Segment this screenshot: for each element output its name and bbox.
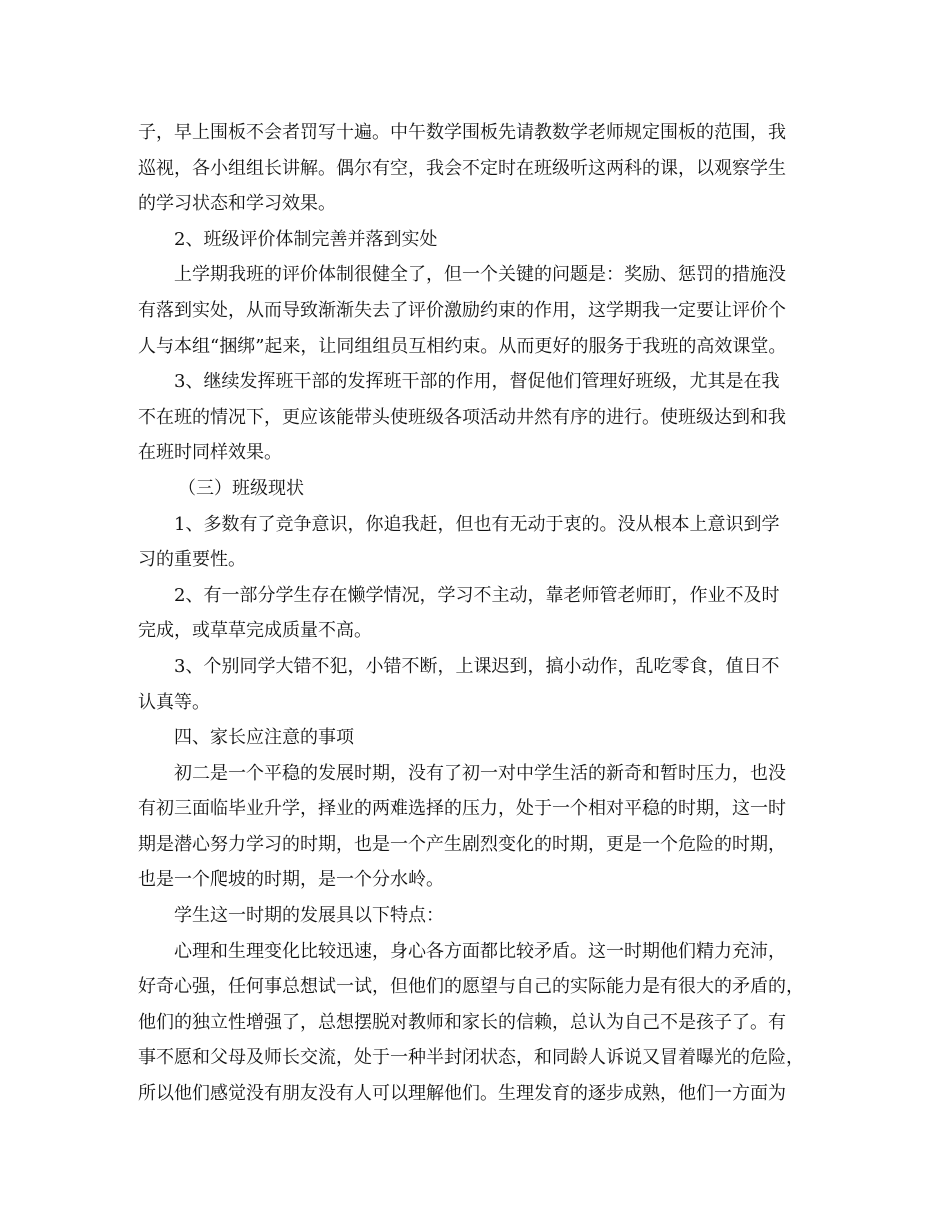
section-heading: 2、班级评价体制完善并落到实处 [174,228,438,250]
paragraph-start: 3、个别同学大错不犯，小错不断，上课迟到，搞小动作，乱吃零食，值日不 [174,655,780,677]
paragraph-start: 上学期我班的评价体制很健全了，但一个关键的问题是：奖励、惩罚的措施没 [174,264,786,286]
text-line: 好奇心强，任何事总想试一试，但他们的愿望与自己的实际能力是有很大的矛盾的， [138,976,804,998]
text-line: 期是潜心努力学习的时期，也是一个产生剧烈变化的时期，更是一个危险的时期， [138,833,786,855]
text-line: 子，早上围板不会者罚写十遍。中午数学围板先请教数学老师规定围板的范围，我 [138,122,786,143]
document-body [138,115,828,1112]
section-heading: 四、家长应注意的事项 [174,727,354,749]
paragraph-start: 1、多数有了竞争意识，你追我赶，但也有无动于衷的。没从根本上意识到学 [174,513,780,535]
text-line: 有落到实处，从而导致渐渐失去了评价激励约束的作用，这学期我一定要让评价个 [138,299,786,321]
text-line: 所以他们感觉没有朋友没有人可以理解他们。生理发育的逐步成熟，他们一方面为 [138,1083,786,1105]
text-line: 的学习状态和学习效果。 [138,193,336,215]
paragraph-start: 学生这一时期的发展具以下特点： [174,905,444,927]
text-line: 认真等。 [138,691,210,713]
text-line: 事不愿和父母及师长交流，处于一种半封闭状态，和同龄人诉说又冒着曝光的危险， [138,1047,804,1069]
text-line: 习的重要性。 [138,549,246,571]
section-heading: （三）班级现状 [178,477,304,499]
text-line: 不在班的情况下，更应该能带头使班级各项活动井然有序的进行。使班级达到和我 [138,406,786,428]
text-line: 他们的独立性增强了，总想摆脱对教师和家长的信赖，总认为自己不是孩子了。有 [138,1011,786,1033]
paragraph-start: 初二是一个平稳的发展时期，没有了初一对中学生活的新奇和暂时压力，也没 [174,762,786,784]
text-line: 也是一个爬坡的时期，是一个分水岭。 [138,869,444,891]
paragraph-start: 2、有一部分学生存在懒学情况，学习不主动，靠老师管老师盯，作业不及时 [174,584,780,606]
text-line: 巡视，各小组组长讲解。偶尔有空，我会不定时在班级听这两科的课，以观察学生 [138,157,786,179]
paragraph-start: 心理和生理变化比较迅速，身心各方面都比较矛盾。这一时期他们精力充沛， [174,940,786,962]
paragraph-start: 3、继续发挥班干部的发挥班干部的作用，督促他们管理好班级，尤其是在我 [174,371,780,393]
text-line: 人与本组“捆绑”起来，让同组组员互相约束。从而更好的服务于我班的高效课堂。 [138,335,787,357]
text-line: 有初三面临毕业升学，择业的两难选择的压力，处于一个相对平稳的时期，这一时 [138,798,786,820]
text-line: 在班时同样效果。 [138,442,282,464]
text-line: 完成，或草草完成质量不高。 [138,620,372,642]
